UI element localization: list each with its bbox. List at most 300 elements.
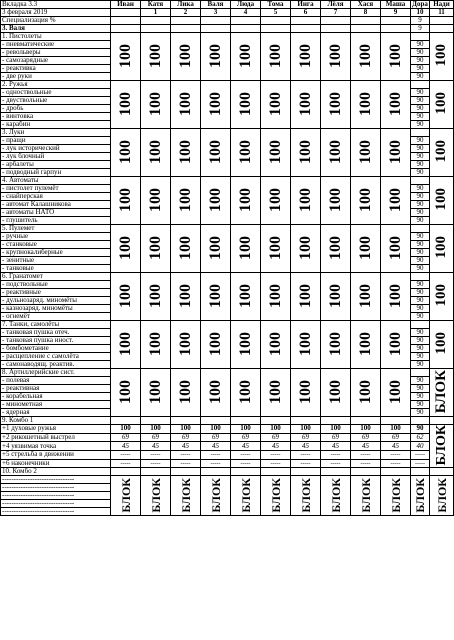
score-100: 100 (266, 139, 284, 164)
combo1-value: 100 (141, 425, 171, 434)
combo2-dash-label: ------------------------------- (1, 500, 111, 508)
number-8: 9 (381, 9, 411, 17)
item-label: - арбалеты (1, 161, 111, 169)
dora-90: 90 (411, 337, 430, 345)
score-100: 100 (386, 187, 404, 212)
score-100-cell (141, 81, 171, 129)
group-title-row (1, 177, 454, 185)
score-100: 100 (116, 91, 134, 116)
score-100: 100 (116, 187, 134, 212)
item-label: - подводный гарпун (1, 169, 111, 177)
item-label: - револьверы (1, 49, 111, 57)
name-1: Катя (141, 1, 171, 9)
valya-dora-9: 9 (411, 25, 430, 33)
combo1-value: ----- (381, 451, 411, 460)
group-title: 7. Танки, самолёты (1, 321, 111, 329)
combo1-value: ----- (321, 459, 351, 468)
score-100: 100 (296, 379, 314, 404)
score-100-cell (351, 33, 381, 81)
nadi-cell (430, 369, 454, 417)
nadi-cell (430, 33, 454, 81)
dora-90: 90 (411, 145, 430, 153)
score-100: 100 (433, 92, 449, 115)
score-100-cell (381, 321, 411, 369)
combo1-value: 45 (231, 442, 261, 451)
score-100-cell (111, 81, 141, 129)
score-100-cell (261, 369, 291, 417)
dora-90: 90 (411, 97, 430, 105)
combo1-value: 62 (411, 433, 430, 442)
combo1-empty (351, 417, 381, 425)
score-100: 100 (356, 331, 374, 356)
score-100-cell (141, 321, 171, 369)
number-empty (111, 9, 141, 17)
block-label: БЛОК (118, 477, 133, 513)
score-100: 100 (326, 187, 344, 212)
sheet-title: Вкладка 3.3 (1, 1, 111, 9)
block-cell (111, 476, 141, 516)
block-label: БЛОК (238, 477, 253, 513)
score-100-cell (381, 177, 411, 225)
combo1-label: +6 наконечники (1, 459, 111, 468)
item-label: - реактивка (1, 65, 111, 73)
score-100-cell (351, 81, 381, 129)
score-100-cell (111, 33, 141, 81)
item-label: - пращи (1, 137, 111, 145)
group-title-row (1, 225, 454, 233)
nadi-cell (430, 273, 454, 321)
item-label: - танковые (1, 265, 111, 273)
score-100: 100 (176, 379, 194, 404)
score-100-cell (321, 129, 351, 177)
combo1-title: 9. Комбо 1 (1, 417, 111, 425)
combo2-empty (231, 468, 261, 476)
dora-90: 90 (411, 49, 430, 57)
score-100: 100 (206, 379, 224, 404)
score-100-cell (321, 369, 351, 417)
score-100: 100 (356, 283, 374, 308)
spec-cell (430, 17, 454, 25)
item-label: - карабин (1, 121, 111, 129)
item-label: - самозарядные (1, 57, 111, 65)
combo1-value: 69 (291, 433, 321, 442)
score-100: 100 (206, 139, 224, 164)
nadi-block-combo1 (430, 425, 454, 468)
block-cell (171, 476, 201, 516)
score-100: 100 (116, 379, 134, 404)
score-100: 100 (146, 331, 164, 356)
score-100: 100 (356, 43, 374, 68)
item-label: - зенитные (1, 257, 111, 265)
name-3: Валя (201, 1, 231, 9)
score-100: 100 (146, 139, 164, 164)
score-100: 100 (296, 283, 314, 308)
score-100: 100 (326, 379, 344, 404)
dora-90: 90 (411, 161, 430, 169)
score-100-cell (201, 273, 231, 321)
score-100: 100 (296, 139, 314, 164)
name-0: Иван (111, 1, 141, 9)
score-100-cell (171, 369, 201, 417)
score-100: 100 (146, 43, 164, 68)
item-label: - лук исторический (1, 145, 111, 153)
combo2-empty (430, 468, 454, 476)
combo1-empty (321, 417, 351, 425)
score-100-cell (201, 225, 231, 273)
score-100-cell (201, 321, 231, 369)
combo1-value: ----- (231, 459, 261, 468)
score-100: 100 (116, 43, 134, 68)
score-100-cell (291, 129, 321, 177)
item-label: - две руки (1, 73, 111, 81)
name-9: Маша (381, 1, 411, 9)
valya-cell (291, 25, 321, 33)
block-label: БЛОК (413, 477, 427, 513)
combo2-empty (141, 468, 171, 476)
item-label: - станковые (1, 241, 111, 249)
score-100: 100 (206, 283, 224, 308)
dora-90: 90 (411, 169, 430, 177)
score-100: 100 (386, 379, 404, 404)
valya-cell (141, 25, 171, 33)
score-100-cell (291, 33, 321, 81)
combo1-value: ----- (171, 451, 201, 460)
spec-cell (111, 17, 141, 25)
combo1-row (1, 459, 454, 468)
block-label: БЛОК (433, 425, 449, 466)
score-100: 100 (236, 283, 254, 308)
score-100: 100 (146, 91, 164, 116)
combo1-value: ----- (141, 451, 171, 460)
number-3: 4 (231, 9, 261, 17)
combo1-row (1, 442, 454, 451)
score-100-cell (291, 225, 321, 273)
combo1-value: 45 (291, 442, 321, 451)
nadi-cell (430, 81, 454, 129)
score-100: 100 (176, 235, 194, 260)
item-label: - пневматические (1, 41, 111, 49)
score-100: 100 (266, 187, 284, 212)
score-100: 100 (236, 379, 254, 404)
group-title: 1. Пистолеты (1, 33, 111, 41)
nadi-cell (430, 129, 454, 177)
dora-90: 90 (411, 297, 430, 305)
name-8: Хася (351, 1, 381, 9)
score-100-cell (201, 129, 231, 177)
combo1-value: 69 (201, 433, 231, 442)
combo1-empty (111, 417, 141, 425)
dora-90: 90 (411, 121, 430, 129)
score-100: 100 (266, 331, 284, 356)
block-label: БЛОК (434, 477, 449, 513)
combo1-value: ----- (231, 451, 261, 460)
combo1-value: ----- (411, 459, 430, 468)
score-100-cell (201, 177, 231, 225)
score-100-cell (321, 273, 351, 321)
spec-cell (141, 17, 171, 25)
combo1-value: ----- (201, 451, 231, 460)
score-100-cell (291, 369, 321, 417)
name-2: Лика (171, 1, 201, 9)
score-100-cell (381, 369, 411, 417)
valya-row (1, 25, 454, 33)
combo1-value: 100 (291, 425, 321, 434)
block-label: БЛОК (208, 477, 223, 513)
combo1-value: ----- (291, 459, 321, 468)
score-100: 100 (206, 235, 224, 260)
dora-90: 90 (411, 289, 430, 297)
score-100-cell (261, 225, 291, 273)
score-100-cell (111, 177, 141, 225)
score-100-cell (201, 369, 231, 417)
name-7: Лёля (321, 1, 351, 9)
combo2-dash-label: ------------------------------- (1, 492, 111, 500)
spec-cell (171, 17, 201, 25)
group-title-row (1, 81, 454, 89)
score-100: 100 (116, 283, 134, 308)
combo1-value: 100 (351, 425, 381, 434)
combo2-empty (321, 468, 351, 476)
combo1-value: 100 (171, 425, 201, 434)
score-100: 100 (326, 43, 344, 68)
score-100: 100 (433, 44, 449, 67)
score-100: 100 (176, 331, 194, 356)
valya-cell (381, 25, 411, 33)
score-100: 100 (386, 43, 404, 68)
combo1-empty (141, 417, 171, 425)
spec-cell (321, 17, 351, 25)
nadi-cell (430, 225, 454, 273)
combo1-title-row (1, 417, 454, 425)
combo1-value: 69 (171, 433, 201, 442)
dora-90: 90 (411, 313, 430, 321)
number-6: 7 (321, 9, 351, 17)
specialization-row (1, 17, 454, 25)
item-label: - реактивная (1, 385, 111, 393)
score-100-cell (141, 129, 171, 177)
combo1-value: 69 (231, 433, 261, 442)
score-100: 100 (296, 43, 314, 68)
name-4: Люда (231, 1, 261, 9)
combo2-empty (381, 468, 411, 476)
block-cell (351, 476, 381, 516)
combo1-label: +4 уязвимая точка (1, 442, 111, 451)
score-100-cell (321, 177, 351, 225)
nadi-cell (430, 321, 454, 369)
score-100-cell (141, 33, 171, 81)
score-100-cell (351, 177, 381, 225)
score-100-cell (381, 273, 411, 321)
dora-90: 90 (411, 217, 430, 225)
score-100-cell (141, 369, 171, 417)
score-100-cell (321, 33, 351, 81)
combo1-label: +5 стрельба в движении (1, 451, 111, 460)
score-100: 100 (326, 139, 344, 164)
item-label: - минометная (1, 401, 111, 409)
score-100-cell (291, 81, 321, 129)
item-label: - корабельная (1, 393, 111, 401)
valya-cell (171, 25, 201, 33)
combo1-value: ----- (171, 459, 201, 468)
item-label: - автоматы НАТО (1, 209, 111, 217)
group-title-row (1, 369, 454, 377)
score-100-cell (351, 321, 381, 369)
name-11: Нади (430, 1, 454, 9)
sheet-date: 3 февраля 2019 (1, 9, 111, 17)
combo1-value: 69 (261, 433, 291, 442)
score-100: 100 (236, 235, 254, 260)
block-label: БЛОК (298, 477, 313, 513)
item-label: - лук блочный (1, 153, 111, 161)
dora-90: 90 (411, 409, 430, 417)
score-100: 100 (266, 379, 284, 404)
score-100: 100 (433, 332, 449, 355)
combo1-value: 100 (111, 425, 141, 434)
score-100-cell (231, 129, 261, 177)
item-label: - танковая пушка иност. (1, 337, 111, 345)
combo2-empty (261, 468, 291, 476)
score-100-cell (261, 81, 291, 129)
score-100-cell (141, 225, 171, 273)
score-100: 100 (296, 91, 314, 116)
combo1-value: 100 (231, 425, 261, 434)
combo1-empty (291, 417, 321, 425)
score-100: 100 (176, 187, 194, 212)
score-100-cell (231, 177, 261, 225)
score-100: 100 (266, 43, 284, 68)
header-names-row (1, 1, 454, 9)
combo1-value: 69 (381, 433, 411, 442)
combo2-dash-label: ------------------------------- (1, 476, 111, 484)
combo2-empty (411, 468, 430, 476)
block-cell (291, 476, 321, 516)
combo1-value: ----- (141, 459, 171, 468)
dora-90: 90 (411, 105, 430, 113)
item-label: - полевая (1, 377, 111, 385)
block-cell (430, 476, 454, 516)
score-100: 100 (176, 43, 194, 68)
score-100: 100 (296, 331, 314, 356)
dora-90: 90 (411, 281, 430, 289)
combo1-value: 90 (411, 425, 430, 434)
spec-cell (351, 17, 381, 25)
number-5: 6 (291, 9, 321, 17)
combo1-label: +2 рикошетный выстрел (1, 433, 111, 442)
score-100: 100 (326, 235, 344, 260)
combo2-title: 10. Комбо 2 (1, 468, 111, 476)
dora-90: 90 (411, 385, 430, 393)
combo1-value: ----- (291, 451, 321, 460)
combo1-value: 40 (411, 442, 430, 451)
score-100: 100 (433, 236, 449, 259)
score-100: 100 (433, 140, 449, 163)
score-100: 100 (356, 139, 374, 164)
dora-90: 90 (411, 305, 430, 313)
item-label: - винтовка (1, 113, 111, 121)
dora-90: 90 (411, 57, 430, 65)
combo1-value: 45 (201, 442, 231, 451)
score-100-cell (231, 81, 261, 129)
group-title: 8. Артиллерийские сист. (1, 369, 111, 377)
group-title: 5. Пулемет (1, 225, 111, 233)
combo1-value: 69 (321, 433, 351, 442)
item-label: - дробь (1, 105, 111, 113)
item-label: - подствольные (1, 281, 111, 289)
dora-90: 90 (411, 201, 430, 209)
score-100-cell (321, 81, 351, 129)
valya-cell (321, 25, 351, 33)
score-100: 100 (206, 187, 224, 212)
combo1-value: 100 (201, 425, 231, 434)
combo1-row (1, 425, 454, 434)
score-100: 100 (433, 284, 449, 307)
score-100: 100 (236, 331, 254, 356)
group-title: 4. Автоматы (1, 177, 111, 185)
spec-cell (381, 17, 411, 25)
score-100: 100 (266, 283, 284, 308)
score-100-cell (381, 81, 411, 129)
score-100: 100 (206, 91, 224, 116)
score-100: 100 (386, 283, 404, 308)
item-label: - реактивные (1, 289, 111, 297)
score-100: 100 (236, 91, 254, 116)
item-label: - снайперская (1, 193, 111, 201)
combo1-value: 100 (321, 425, 351, 434)
score-100: 100 (296, 235, 314, 260)
dora-90: 90 (411, 361, 430, 369)
score-100-cell (111, 273, 141, 321)
group-title-row (1, 273, 454, 281)
combo2-empty (201, 468, 231, 476)
valya-cell (231, 25, 261, 33)
score-100: 100 (116, 139, 134, 164)
score-100-cell (261, 33, 291, 81)
dora-90: 90 (411, 249, 430, 257)
score-100-cell (141, 273, 171, 321)
number-1: 2 (171, 9, 201, 17)
dora-90: 90 (411, 241, 430, 249)
score-100-cell (291, 273, 321, 321)
score-100: 100 (326, 331, 344, 356)
number-9: 10 (411, 9, 430, 17)
block-cell (141, 476, 171, 516)
score-100: 100 (326, 283, 344, 308)
score-100-cell (351, 273, 381, 321)
score-100: 100 (386, 331, 404, 356)
score-100-cell (231, 321, 261, 369)
score-100-cell (381, 129, 411, 177)
dora-90: 90 (411, 137, 430, 145)
score-100: 100 (176, 283, 194, 308)
dora-90: 90 (411, 265, 430, 273)
block-label: БЛОК (328, 477, 343, 513)
block-cell (321, 476, 351, 516)
score-100: 100 (146, 379, 164, 404)
score-100-cell (171, 225, 201, 273)
combo1-value: 45 (351, 442, 381, 451)
score-100-cell (171, 321, 201, 369)
score-100-cell (111, 321, 141, 369)
score-100-cell (261, 177, 291, 225)
combo1-value: ----- (201, 459, 231, 468)
valya-cell (261, 25, 291, 33)
score-100: 100 (386, 139, 404, 164)
combo1-value: ----- (411, 451, 430, 460)
combo2-empty (291, 468, 321, 476)
item-label: - расщепление с самолёта (1, 353, 111, 361)
score-100: 100 (433, 188, 449, 211)
score-100-cell (291, 177, 321, 225)
